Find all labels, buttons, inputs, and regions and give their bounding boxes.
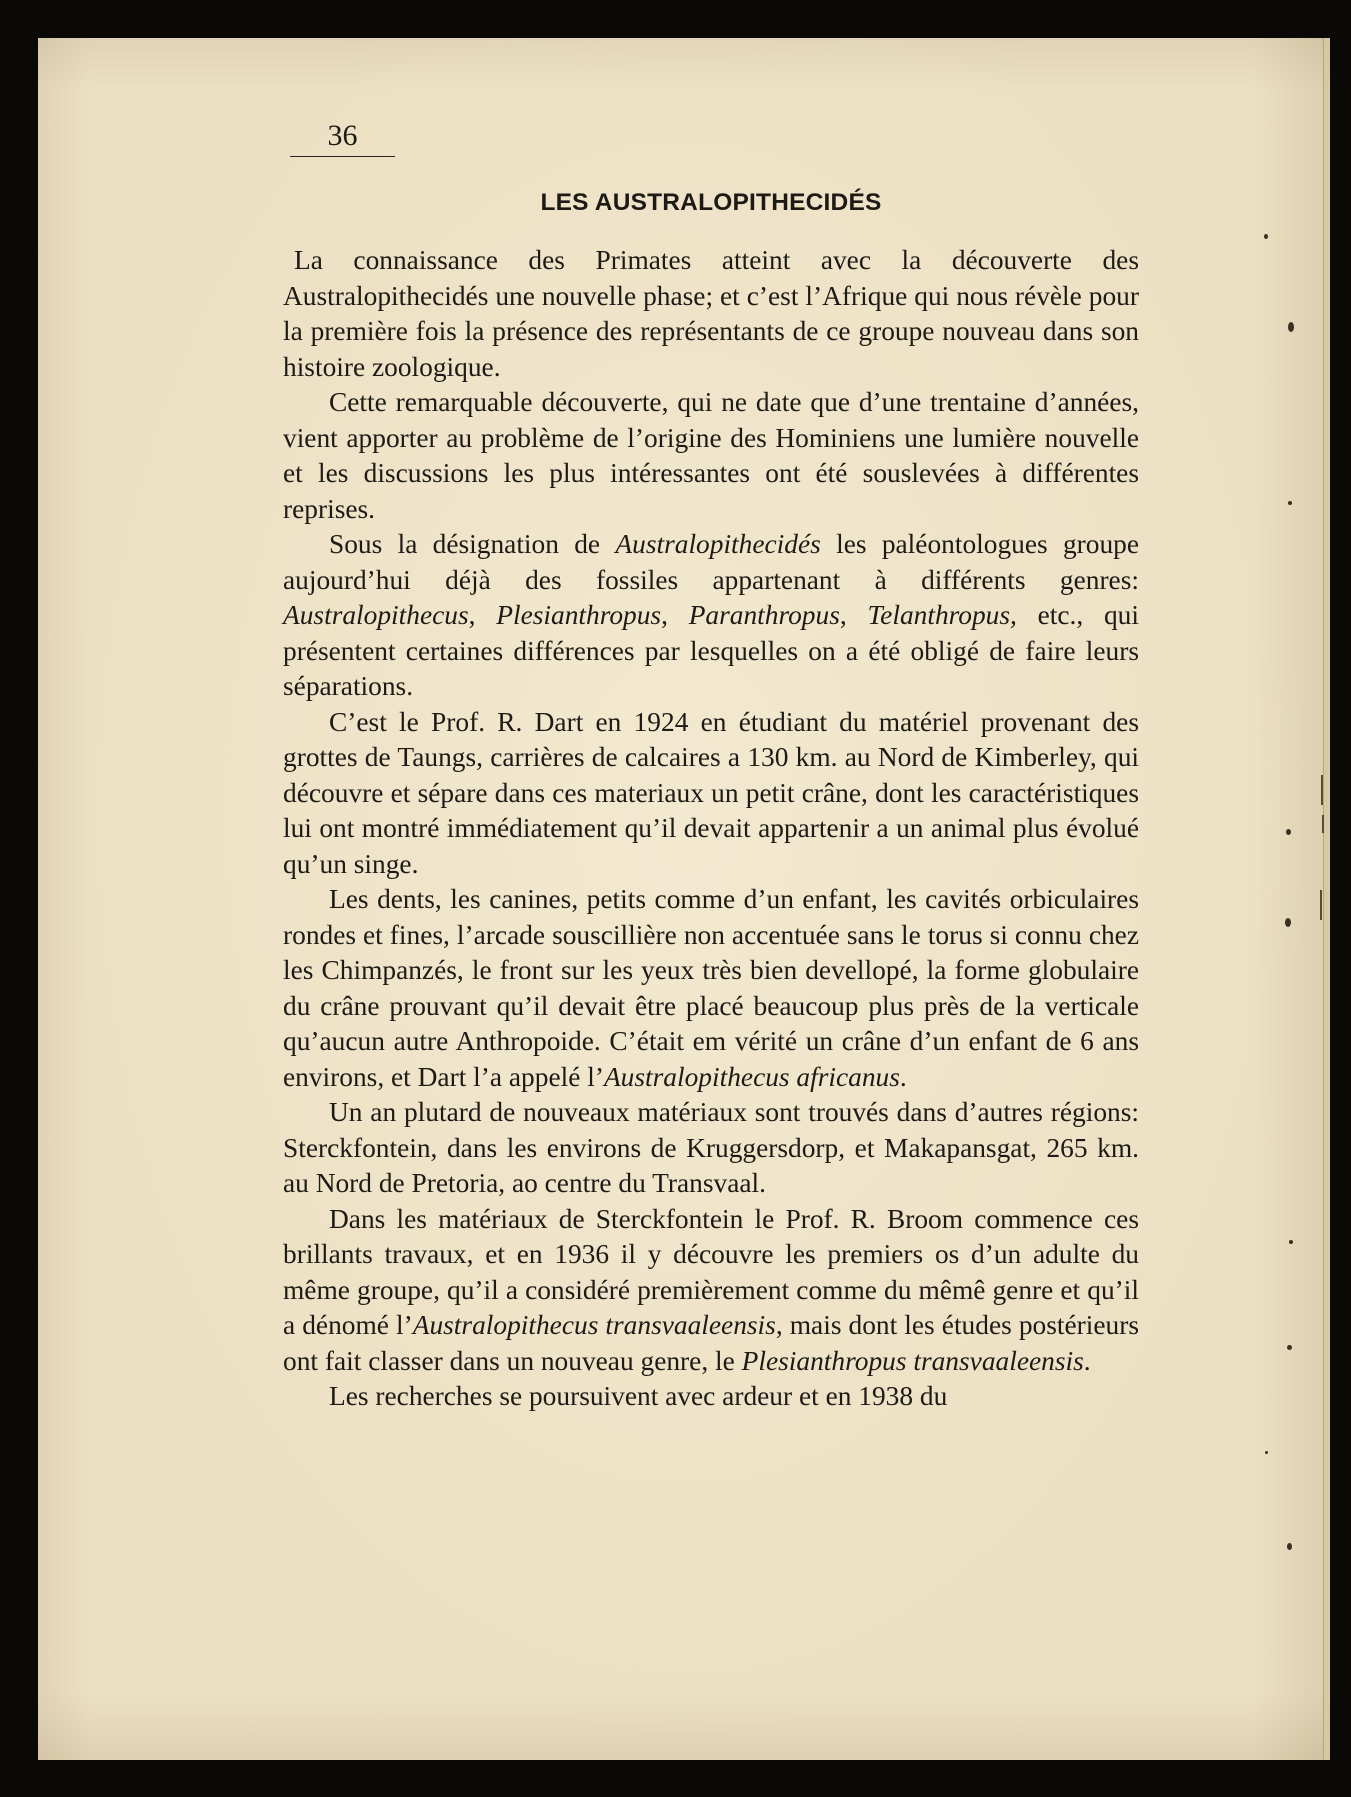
italic-term: Australopithecidés (615, 529, 821, 559)
italic-term: Paranthropus (688, 600, 840, 630)
scan-speck (1287, 1543, 1292, 1550)
paragraph-p3 (283, 527, 1139, 705)
scan-speck (1288, 322, 1294, 332)
paragraph-p7 (283, 1202, 1139, 1380)
paragraph-p6 (283, 1095, 1139, 1202)
text-run: , (661, 600, 689, 630)
italic-term: Australopithecus transvaaleensis (412, 1310, 776, 1340)
text-run: La connaissance des Primates atteint avec la découverte des Australopithecidés une nouvelle phase; et c’est l’Afrique qui nous révèle pour la première fois la présence des représentants de ce groupe nouveau dans son histoire zoologique. (283, 245, 1139, 382)
text-run: les paléontologues groupe aujourd’hui déjà des fossiles appartenant à différents genres: (283, 529, 1140, 595)
paragraph-p8 (283, 1379, 1139, 1415)
text-run: . (1083, 1345, 1091, 1376)
scan-speck (1286, 829, 1291, 835)
text-run: . (899, 1061, 907, 1092)
body-text (283, 243, 1139, 1415)
italic-term: Plesianthropus (496, 600, 662, 630)
scan-mark (1321, 775, 1323, 805)
page-right-edge (1323, 38, 1329, 1760)
scan-speck (1287, 1345, 1292, 1350)
text-run: , (468, 600, 497, 630)
italic-term: Telanthropus, (867, 600, 1017, 630)
italic-term: Plesianthropus transvaaleensis (741, 1345, 1084, 1376)
chapter-title: LES AUSTRALOPITHECIDÉS (540, 189, 882, 216)
scan-speck (1288, 501, 1292, 505)
text-run: Sous la désignation de (329, 529, 616, 559)
text-run: , (839, 600, 868, 630)
paragraph-p5 (283, 882, 1139, 1095)
text-run: Dans les matériaux de Sterckfontein le Prof. R. Broom commence ces brillants travaux, et en 1936 il y découvre les premiers os d’un adulte du même groupe, qu’il a considéré premièrement comme du mêmê genre et qu’il a dénomé l’ (283, 1203, 1139, 1340)
paragraph-p1 (283, 243, 1139, 385)
text-run: Les recherches se poursuivent avec ardeur et en 1938 du (329, 1381, 948, 1411)
italic-term: Australopithecus africanus (603, 1061, 900, 1092)
text-run: Les dents, les canines, petits comme d’un enfant, les cavités orbiculaires rondes et fines, l’arcade souscillière non accentuée sans le torus si connu chez les Chimpanzés, le front sur les yeux très bien devellopé, la forme globulaire du crâne prouvant qu’il devait être placé beaucoup plus près de la verticale qu’aucun autre Anthropoide. C’était em vérité un crâne d’un enfant de 6 ans environs, et Dart l’a appelé l’ (283, 884, 1139, 1092)
paragraph-p4 (283, 705, 1139, 883)
paragraph-p2 (283, 385, 1139, 527)
page-number: 36 (290, 118, 395, 157)
text-run: etc., qui présentent certaines différences par lesquelles on a été obligé de faire leurs séparations. (283, 600, 1139, 701)
scan-speck (1289, 1240, 1293, 1244)
text-run: , mais dont les études postérieurs ont fait classer dans un nouveau genre, le (283, 1310, 1139, 1376)
text-run: C’est le Prof. R. Dart en 1924 en étudiant du matériel provenant des grottes de Taungs, carrières de calcaires a 130 km. au Nord de Kimberley, qui découvre et sépare dans ces materiaux un petit crâne, dont les caractéristiques lui ont montré immédiatement qu’il devait appartenir a un animal plus évolué qu’un singe. (283, 706, 1139, 879)
text-run: Cette remarquable découverte, qui ne date que d’une trentaine d’années, vient apporter au problème de l’origine des Hominiens une lumière nouvelle et les discussions les plus intéressantes ont été souslevées à différentes reprises. (283, 387, 1139, 524)
scan-speck (1285, 918, 1291, 927)
scan-mark (1320, 890, 1322, 920)
italic-term: Australopithecus (283, 600, 469, 630)
scan-speck (1265, 1451, 1268, 1454)
scan-mark (1322, 815, 1324, 833)
scan-speck (1264, 234, 1268, 239)
text-run: Un an plutard de nouveaux matériaux sont trouvés dans d’autres régions: Sterckfontein, dans les environs de Kruggersdorp, et Makapansgat, 265 km. au Nord de Pretoria, ao centre du Transvaal. (283, 1097, 1139, 1198)
